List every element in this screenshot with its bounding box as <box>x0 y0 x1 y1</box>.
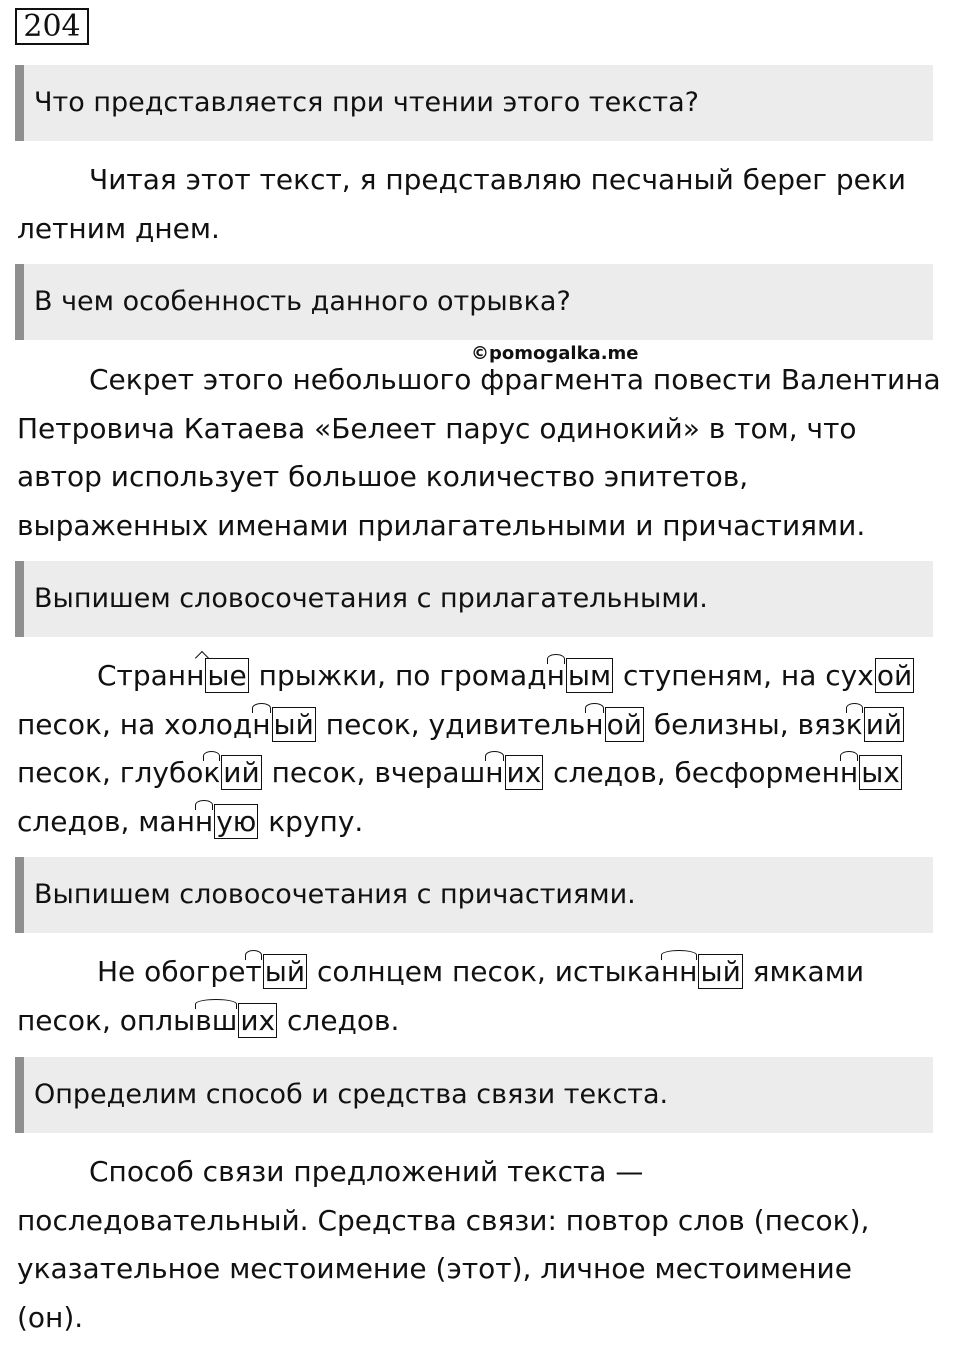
question-4: Выпишем словосочетания с причастиями. <box>15 857 933 933</box>
ending-mark: ой <box>606 707 642 741</box>
suffix-mark: к <box>845 707 863 741</box>
adj-line-3 <box>17 756 903 789</box>
text: ступеням, на сух <box>614 659 874 692</box>
suffix-mark: н <box>485 756 504 789</box>
suffix-mark: т <box>245 955 262 988</box>
adj-line-2 <box>17 708 905 741</box>
ending-mark: ым <box>567 659 612 692</box>
text: песок, удивитель <box>316 707 586 741</box>
question-3: Выпишем словосочетания с прилагательными. <box>15 561 933 637</box>
answer-5-line-1: Способ связи предложений текста — <box>89 1155 644 1188</box>
ending-mark: ых <box>861 756 900 789</box>
text: Странн <box>97 659 205 692</box>
part-line-1 <box>17 955 864 988</box>
answer-2-line-4: выраженных именами прилагательными и причастиями. <box>17 508 866 542</box>
text: крупу. <box>259 804 364 838</box>
text: следов. <box>278 1003 400 1037</box>
text: прыжки, по громад <box>249 659 547 692</box>
answer-5-line-4: (он). <box>17 1300 84 1334</box>
text: белизны, вяз <box>644 707 846 741</box>
answer-2 <box>17 356 947 550</box>
question-5: Определим способ и средства связи текста. <box>15 1057 933 1133</box>
answer-2-line-1: Секрет этого небольшого фрагмента повести Валентина <box>89 363 941 396</box>
text: солнцем песок, истыка <box>308 955 661 988</box>
answer-1 <box>17 156 947 253</box>
answer-1-line-2: летним днем. <box>17 211 220 245</box>
answer-5-line-2: последовательный. Средства связи: повтор слов (песок), <box>17 1203 870 1237</box>
answer-5 <box>17 1148 947 1342</box>
ending-mark: ий <box>865 707 903 741</box>
question-1: Что представляется при чтении этого текста? <box>15 65 933 141</box>
text: Не обогре <box>97 955 246 988</box>
ending-mark: ий <box>223 756 260 789</box>
suffix-mark: н <box>839 756 859 789</box>
ending-mark: ую <box>216 804 257 838</box>
answer-1-line-1: Читая этот текст, я представляю песчаный берег реки <box>89 163 906 196</box>
ending-mark: ый <box>264 955 306 988</box>
part-line-2 <box>17 1004 399 1037</box>
answer-2-line-2: Петровича Катаева «Белеет парус одинокий» в том, что <box>17 411 857 445</box>
text: песок, оплы <box>17 1003 196 1037</box>
text: песок, на холод <box>17 707 253 741</box>
task-number: 204 <box>15 8 89 45</box>
suffix-mark: вш <box>195 1003 238 1037</box>
text: песок, глубо <box>17 756 204 789</box>
ending-mark: ый <box>700 955 741 988</box>
ending-mark: ые <box>207 659 247 692</box>
suffix-mark: к <box>203 756 221 789</box>
ending-mark: ой <box>876 659 913 692</box>
suffix-mark: нн <box>660 955 698 988</box>
text: песок, вчераш <box>262 756 486 789</box>
answer-5-line-3: указательное местоимение (этот), личное местоимение <box>17 1252 852 1285</box>
question-2: В чем особенность данного отрывка? <box>15 264 933 340</box>
ending-mark: их <box>506 756 542 789</box>
text: следов, ман <box>17 804 195 838</box>
ending-mark: ый <box>273 707 314 741</box>
participle-phrases <box>17 948 947 1045</box>
suffix-mark: н <box>585 707 604 741</box>
suffix-mark: н <box>252 707 271 741</box>
answer-2-line-3: автор использует большое количество эпитетов, <box>17 460 749 493</box>
adj-line-1 <box>17 659 915 692</box>
suffix-mark: н <box>194 804 214 838</box>
adj-line-4 <box>17 805 363 838</box>
watermark: ©pomogalka.me <box>471 343 639 364</box>
text: ямками <box>743 955 865 988</box>
adjective-phrases <box>17 652 947 846</box>
suffix-mark: н <box>546 659 565 692</box>
text: следов, бесформен <box>544 756 840 789</box>
ending-mark: их <box>240 1003 276 1037</box>
